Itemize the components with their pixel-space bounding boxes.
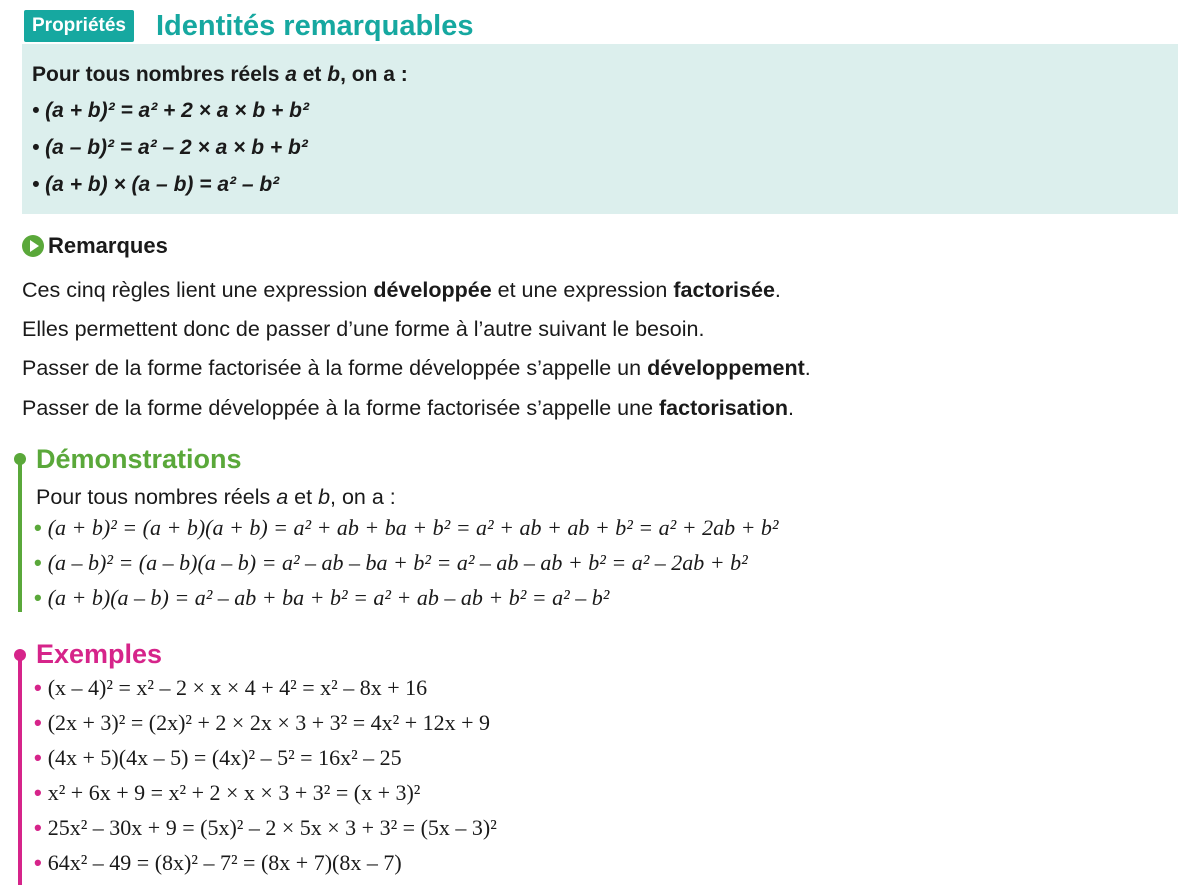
math: (2x + 3)² = (2x)² + 2 × 2x × 3 + 3² = 4x² + 12x + 9 (47, 710, 491, 735)
remarque-line-2: Elles permettent donc de passer d’une forme à l’autre suivant le besoin. (22, 317, 705, 341)
bullet: • (34, 815, 42, 840)
var-a: a (285, 63, 297, 86)
text: et une expression (491, 278, 674, 302)
math: (a – b)² = (a – b)(a – b) = a² – ab – ba + b² = a² – ab – ab + b² = a² – 2ab + b² (47, 550, 748, 575)
demonstration-line (34, 550, 748, 576)
demonstration-line (34, 585, 609, 611)
var-b: b (327, 63, 341, 86)
text: , on a : (330, 485, 396, 509)
intro-text: Pour tous nombres réels (32, 63, 286, 86)
identity-1: • (a + b)² = a² + 2 × a × b + b² (32, 99, 309, 122)
identity-2: • (a – b)² = a² – 2 × a × b + b² (32, 136, 308, 159)
bullet: • (34, 675, 42, 700)
text: et (288, 485, 319, 509)
text: Ces cinq règles lient une expression (22, 278, 374, 302)
math: (4x + 5)(4x – 5) = (4x)² – 5² = 16x² – 25 (47, 745, 402, 770)
properties-tag: Propriétés (24, 10, 134, 42)
demonstrations-title: Démonstrations (36, 444, 242, 474)
bullet: • (34, 850, 42, 875)
remarques-heading (22, 233, 168, 259)
remarque-line-1 (22, 278, 781, 303)
bullet: • (34, 515, 42, 540)
section-bar (18, 653, 22, 885)
remarque-line-4 (22, 396, 794, 421)
example-line (34, 780, 420, 806)
properties-intro (32, 58, 1178, 92)
identity-3: • (a + b) × (a – b) = a² – b² (32, 173, 280, 196)
text: Passer de la forme factorisée à la forme développée s’appelle un (22, 356, 648, 380)
bold-term: développée (373, 278, 492, 302)
play-icon (22, 235, 44, 257)
section-bar (18, 457, 22, 612)
section-dot (14, 649, 26, 661)
exemples-title: Exemples (36, 639, 163, 669)
example-line (34, 815, 497, 841)
section-dot (14, 453, 26, 465)
text: . (804, 356, 811, 380)
text: Passer de la forme développée à la forme factorisée s’appelle une (22, 396, 660, 420)
example-line (34, 675, 427, 701)
var-b: b (318, 485, 331, 509)
remarque-line-3 (22, 356, 811, 381)
bullet: • (34, 585, 42, 610)
var-a: a (276, 485, 289, 509)
bold-term: développement (647, 356, 805, 380)
demonstration-line (34, 515, 779, 541)
demonstrations-intro (36, 485, 396, 510)
math: 25x² – 30x + 9 = (5x)² – 2 × 5x × 3 + 3² = (5x – 3)² (47, 815, 497, 840)
text: . (788, 396, 795, 420)
bullet: • (34, 780, 42, 805)
page-title: Identités remarquables (155, 9, 474, 42)
math: x² + 6x + 9 = x² + 2 × x × 3 + 3² = (x + 3)² (47, 780, 421, 805)
text: Pour tous nombres réels (36, 485, 277, 509)
properties-header (24, 8, 473, 44)
bold-term: factorisée (673, 278, 775, 302)
intro-text: , on a : (340, 63, 408, 86)
math: (a + b)² = (a + b)(a + b) = a² + ab + ba + b² = a² + ab + ab + b² = a² + 2ab + b² (47, 515, 779, 540)
text: . (774, 278, 781, 302)
intro-text: et (296, 63, 328, 86)
math: 64x² – 49 = (8x)² – 7² = (8x + 7)(8x – 7) (47, 850, 402, 875)
properties-box (22, 44, 1178, 214)
bold-term: factorisation (659, 396, 789, 420)
bullet: • (34, 550, 42, 575)
remarques-title: Remarques (48, 233, 168, 258)
bullet: • (34, 710, 42, 735)
example-line (34, 710, 490, 736)
math: (a + b)(a – b) = a² – ab + ba + b² = a² + ab – ab + b² = a² – b² (47, 585, 610, 610)
math: (x – 4)² = x² – 2 × x × 4 + 4² = x² – 8x + 16 (47, 675, 428, 700)
example-line (34, 850, 402, 876)
example-line (34, 745, 402, 771)
bullet: • (34, 745, 42, 770)
